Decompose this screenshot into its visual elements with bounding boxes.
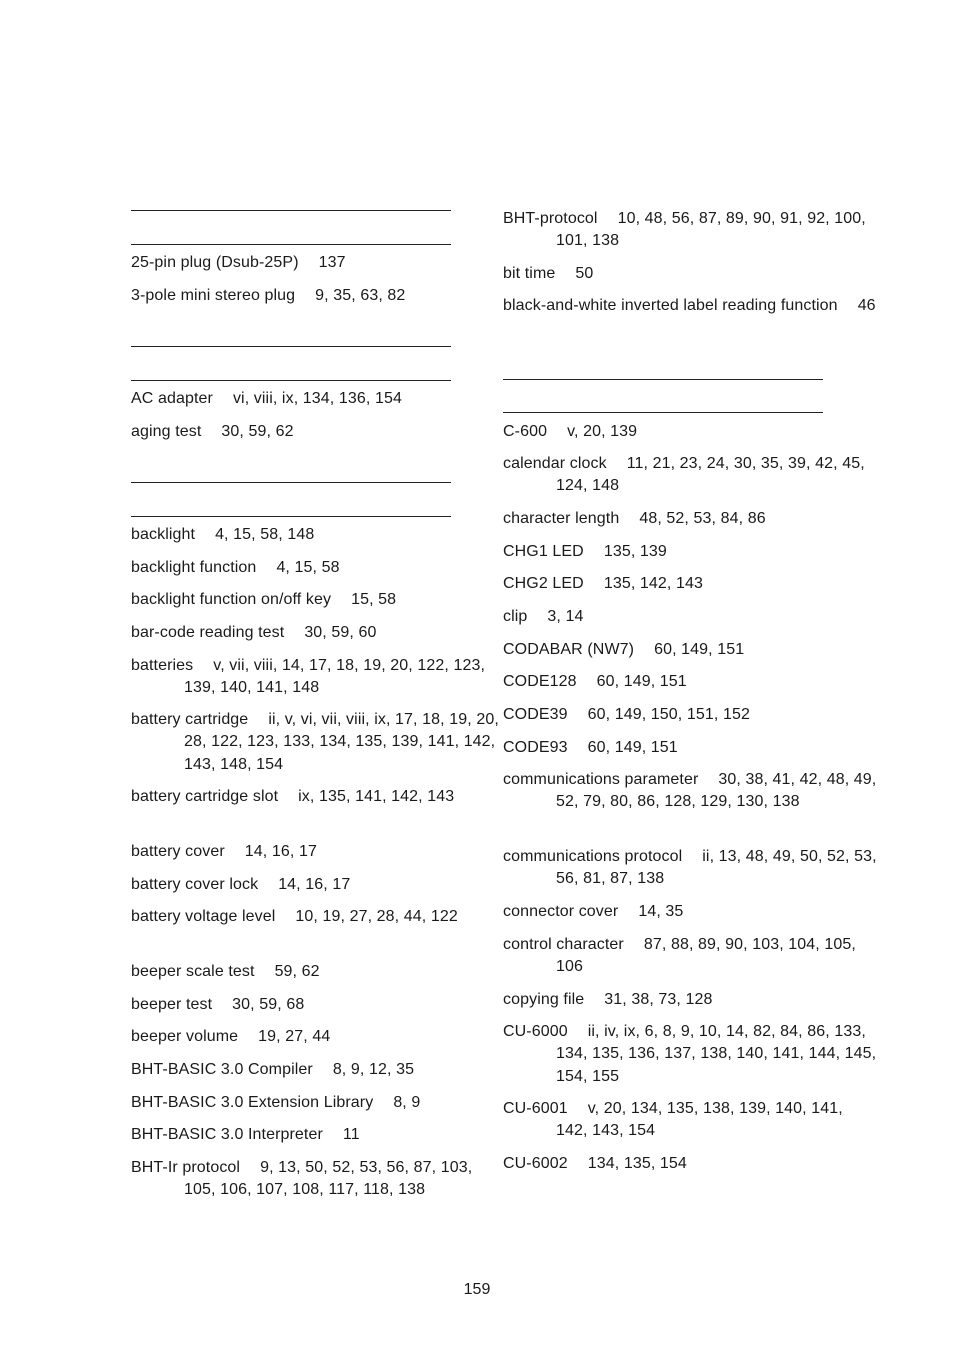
section-rule (131, 516, 451, 517)
index-entry (503, 1021, 878, 1088)
index-entry (131, 1124, 506, 1146)
index-entry (131, 388, 506, 410)
index-pages: 135, 139 (603, 543, 667, 560)
index-entry (131, 786, 506, 808)
index-term: bit time (503, 265, 556, 282)
index-term: calendar clock (503, 455, 607, 472)
index-pages: 60, 149, 151 (587, 739, 678, 756)
index-pages: 10, 19, 27, 28, 44, 122 (295, 908, 458, 925)
section-rule (131, 346, 451, 347)
index-entry (503, 704, 878, 726)
index-pages: 14, 16, 17 (278, 876, 351, 893)
index-entry (131, 841, 506, 863)
index-term: black-and-white inverted label reading function (503, 297, 838, 314)
index-term: BHT-BASIC 3.0 Compiler (131, 1061, 313, 1078)
index-term: CODE39 (503, 706, 568, 723)
index-entry (503, 263, 878, 285)
index-pages: 15, 58 (351, 591, 397, 608)
index-term: CODE128 (503, 673, 577, 690)
index-pages: v, vii, viii, 14, 17, 18, 19, 20, 122, 123, 139, 140, 141, 148 (184, 657, 486, 697)
index-entry (131, 1092, 506, 1114)
index-pages: ii, 13, 48, 49, 50, 52, 53, 56, 81, 87, 138 (556, 848, 877, 888)
index-pages: 11, 21, 23, 24, 30, 35, 39, 42, 45, 124, 148 (556, 455, 865, 495)
index-term: 25-pin plug (Dsub-25P) (131, 254, 299, 271)
index-entry (131, 524, 506, 546)
index-term: BHT-protocol (503, 210, 598, 227)
index-pages: 19, 27, 44 (258, 1028, 331, 1045)
index-term: BHT-BASIC 3.0 Interpreter (131, 1126, 323, 1143)
index-pages: 4, 15, 58, 148 (215, 526, 315, 543)
index-pages: 60, 149, 150, 151, 152 (587, 706, 750, 723)
section-rule (131, 380, 451, 381)
index-term: CU-6000 (503, 1023, 568, 1040)
index-term: AC adapter (131, 390, 213, 407)
index-pages: 50 (575, 265, 594, 282)
index-entry (503, 208, 878, 253)
index-entry (503, 508, 878, 530)
index-entry (503, 606, 878, 628)
index-entry (503, 453, 878, 498)
index-pages: ii, v, vi, vii, viii, ix, 17, 18, 19, 20, 28, 122, 123, 133, 134, 135, 139, 141, 142, 143, 148, 154 (184, 711, 499, 773)
section-rule (131, 482, 451, 483)
index-term: beeper scale test (131, 963, 255, 980)
index-pages: 134, 135, 154 (587, 1155, 687, 1172)
section-rule (131, 210, 451, 211)
index-pages: 59, 62 (274, 963, 320, 980)
index-entry (503, 737, 878, 759)
index-entry (503, 639, 878, 661)
index-pages: 46 (857, 297, 876, 314)
index-term: backlight (131, 526, 196, 543)
index-term: communications protocol (503, 848, 683, 865)
index-pages: 9, 13, 50, 52, 53, 56, 87, 103, 105, 106, 107, 108, 117, 118, 138 (184, 1159, 473, 1199)
index-pages: 9, 35, 63, 82 (315, 287, 406, 304)
index-entry (503, 421, 878, 443)
index-term: control character (503, 936, 624, 953)
index-term: connector cover (503, 903, 619, 920)
index-pages: 3, 14 (547, 608, 584, 625)
index-term: beeper test (131, 996, 213, 1013)
index-term: beeper volume (131, 1028, 239, 1045)
index-term: BHT-BASIC 3.0 Extension Library (131, 1094, 374, 1111)
index-pages: 8, 9 (393, 1094, 421, 1111)
index-entry (131, 622, 506, 644)
index-entry (131, 655, 506, 700)
index-pages: 14, 35 (638, 903, 684, 920)
index-term: clip (503, 608, 528, 625)
index-pages: v, 20, 134, 135, 138, 139, 140, 141, 142, 143, 154 (556, 1100, 843, 1140)
index-pages: 31, 38, 73, 128 (604, 991, 713, 1008)
index-term: CHG2 LED (503, 575, 584, 592)
index-pages: 135, 142, 143 (603, 575, 703, 592)
index-entry (131, 557, 506, 579)
index-entry (131, 994, 506, 1016)
index-term: battery cartridge slot (131, 788, 279, 805)
index-entry (131, 285, 506, 307)
index-pages: 11 (342, 1126, 360, 1143)
index-term: CODABAR (NW7) (503, 641, 635, 658)
index-entry (503, 1098, 878, 1143)
index-entry (131, 252, 506, 274)
index-term: batteries (131, 657, 194, 674)
index-pages: ix, 135, 141, 142, 143 (298, 788, 455, 805)
index-entry (503, 989, 878, 1011)
index-pages: 60, 149, 151 (654, 641, 745, 658)
index-pages: v, 20, 139 (567, 423, 638, 440)
index-term: C-600 (503, 423, 548, 440)
index-pages: 60, 149, 151 (596, 673, 687, 690)
index-pages: ii, iv, ix, 6, 8, 9, 10, 14, 82, 84, 86, 133, 134, 135, 136, 137, 138, 140, 141, 144, 145, 154, 155 (556, 1023, 877, 1085)
index-pages: 87, 88, 89, 90, 103, 104, 105, 106 (556, 936, 856, 976)
section-rule (503, 412, 823, 413)
index-entry (131, 1059, 506, 1081)
index-entry (131, 421, 506, 443)
index-entry (131, 589, 506, 611)
index-term: character length (503, 510, 620, 527)
index-term: battery voltage level (131, 908, 276, 925)
index-term: copying file (503, 991, 585, 1008)
index-term: battery cartridge (131, 711, 249, 728)
index-entry (131, 906, 506, 928)
index-pages: vi, viii, ix, 134, 136, 154 (232, 390, 402, 407)
index-pages: 48, 52, 53, 84, 86 (639, 510, 766, 527)
index-entry (503, 934, 878, 979)
index-entry (131, 874, 506, 896)
index-entry (503, 1153, 878, 1175)
index-entry (131, 1026, 506, 1048)
index-pages: 30, 59, 68 (232, 996, 305, 1013)
index-entry (131, 709, 506, 776)
index-entry (131, 961, 506, 983)
index-term: backlight function (131, 559, 257, 576)
index-term: aging test (131, 423, 202, 440)
index-entry (503, 769, 878, 814)
index-entry (503, 573, 878, 595)
index-pages: 30, 59, 62 (221, 423, 294, 440)
index-term: 3-pole mini stereo plug (131, 287, 296, 304)
index-entry (503, 671, 878, 693)
index-term: CU-6001 (503, 1100, 568, 1117)
index-entry (503, 541, 878, 563)
page-number: 159 (463, 1281, 491, 1298)
index-pages: 30, 38, 41, 42, 48, 49, 52, 79, 80, 86, 128, 129, 130, 138 (556, 771, 877, 811)
index-entry (131, 1157, 506, 1202)
index-pages: 30, 59, 60 (304, 624, 377, 641)
section-rule (503, 379, 823, 380)
index-term: communications parameter (503, 771, 699, 788)
index-term: backlight function on/off key (131, 591, 332, 608)
index-term: CU-6002 (503, 1155, 568, 1172)
index-term: battery cover (131, 843, 225, 860)
index-pages: 14, 16, 17 (244, 843, 317, 860)
section-rule (131, 244, 451, 245)
index-entry (503, 846, 878, 891)
index-term: CODE93 (503, 739, 568, 756)
index-pages: 4, 15, 58 (276, 559, 340, 576)
index-term: bar-code reading test (131, 624, 285, 641)
index-term: battery cover lock (131, 876, 259, 893)
index-term: BHT-Ir protocol (131, 1159, 241, 1176)
index-pages: 8, 9, 12, 35 (332, 1061, 415, 1078)
index-term: CHG1 LED (503, 543, 584, 560)
index-entry (503, 295, 878, 317)
index-pages: 10, 48, 56, 87, 89, 90, 91, 92, 100, 101, 138 (556, 210, 866, 250)
index-entry (503, 901, 878, 923)
index-pages: 137 (318, 254, 346, 271)
